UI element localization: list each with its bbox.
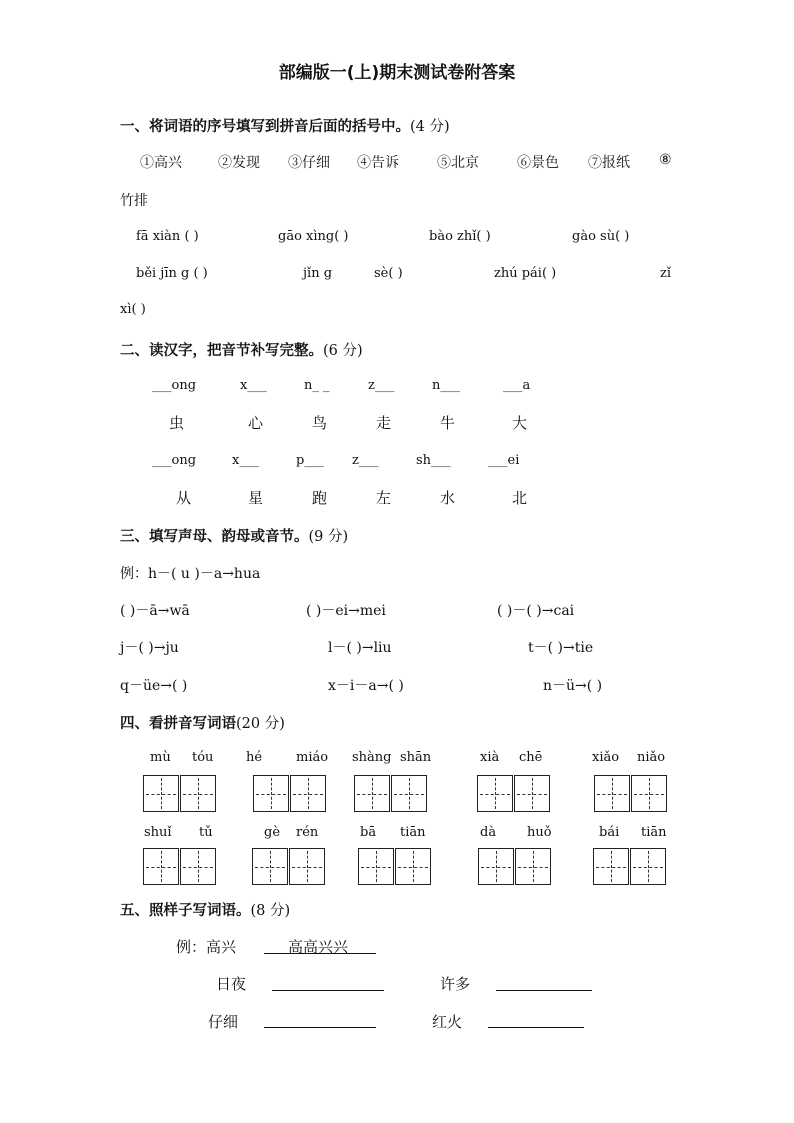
pinyin: gè <box>264 825 281 840</box>
writing-box[interactable] <box>180 848 216 885</box>
section-1-heading <box>120 115 450 136</box>
pinyin-blank: gào sù( ) <box>572 229 630 244</box>
syllable-blank: ___ong <box>152 378 197 393</box>
syllable-blank: ___a <box>503 378 531 393</box>
pinyin-blank: gāo xìng( ) <box>278 229 349 244</box>
example-label: 例：高兴 <box>176 938 237 956</box>
syllable-blank: x___ <box>240 378 267 393</box>
word-option: ①高兴 <box>140 155 182 171</box>
fill-item: ( )－( )→cai <box>497 603 575 619</box>
writing-box[interactable] <box>358 848 394 885</box>
hanzi: 北 <box>512 489 528 507</box>
writing-box[interactable] <box>289 848 325 885</box>
pinyin: tóu <box>192 750 214 765</box>
syllable-blank: p___ <box>296 453 324 468</box>
pinyin: bā <box>360 825 377 840</box>
section-5-heading <box>120 899 290 920</box>
fill-item: t－( )→tie <box>528 640 594 656</box>
writing-box[interactable] <box>594 775 630 812</box>
fill-item: j－( )→ju <box>120 640 179 656</box>
writing-box[interactable] <box>290 775 326 812</box>
word-prompt: 日夜 <box>216 975 247 993</box>
word-option: ②发现 <box>218 155 260 171</box>
writing-box[interactable] <box>252 848 288 885</box>
syllable-blank: z___ <box>352 453 379 468</box>
answer-line[interactable] <box>496 990 592 991</box>
writing-box[interactable] <box>395 848 431 885</box>
pinyin-blank: bào zhǐ( ) <box>429 229 491 244</box>
pinyin: rén <box>296 825 319 840</box>
pinyin: hé <box>246 750 263 765</box>
hanzi: 虫 <box>169 414 185 432</box>
answer-line[interactable] <box>272 990 384 991</box>
word-option: ③仔细 <box>288 155 330 171</box>
pinyin: huǒ <box>527 825 552 840</box>
section-4-points: (20 分) <box>236 716 285 732</box>
section-2-points: (6 分) <box>323 343 363 359</box>
pinyin: chē <box>519 750 543 765</box>
word-prompt: 红火 <box>432 1013 463 1031</box>
syllable-blank: ___ei <box>488 453 520 468</box>
section-5-points: (8 分) <box>250 903 291 919</box>
example-underline <box>264 953 376 954</box>
writing-box[interactable] <box>354 775 390 812</box>
section-3-heading <box>120 525 348 546</box>
pinyin: xià <box>480 750 500 765</box>
hanzi: 鸟 <box>312 414 328 432</box>
example-answer: 高高兴兴 <box>288 938 349 956</box>
syllable-blank: x___ <box>232 453 259 468</box>
section-4-heading <box>120 712 285 733</box>
syllable-blank: n_ _ <box>304 378 330 393</box>
pinyin: tiān <box>641 825 667 840</box>
pinyin-blank: zhú pái( ) <box>494 266 557 281</box>
pinyin-blank: xì( ) <box>120 302 146 317</box>
word-option: ⑦报纸 <box>588 155 630 171</box>
section-1-title: 一、将词语的序号填写到拼音后面的括号中。 <box>120 119 410 135</box>
word-option: ④告诉 <box>357 155 399 171</box>
writing-box[interactable] <box>477 775 513 812</box>
section-2-heading <box>120 339 363 360</box>
word-prompt: 仔细 <box>208 1013 239 1031</box>
fill-item: l－( )→liu <box>328 640 392 656</box>
syllable-blank: n___ <box>432 378 460 393</box>
writing-box[interactable] <box>143 848 179 885</box>
word-option: ⑧ <box>659 152 672 168</box>
section-2-title: 二、读汉字，把音节补写完整。 <box>120 343 323 359</box>
section-1-points: (4 分) <box>410 119 450 135</box>
fill-item: q－üe→( ) <box>120 678 188 694</box>
pinyin: shàng <box>352 750 392 765</box>
fill-item: n－ü→( ) <box>543 678 603 694</box>
word-option-wrap: 竹排 <box>120 193 148 209</box>
word-option: ⑥景色 <box>517 155 559 171</box>
pinyin: shuǐ <box>144 825 172 840</box>
section-3-title: 三、填写声母、韵母或音节。 <box>120 529 309 545</box>
writing-box[interactable] <box>593 848 629 885</box>
word-option: ⑤北京 <box>437 155 479 171</box>
answer-line[interactable] <box>488 1027 584 1028</box>
writing-box[interactable] <box>631 775 667 812</box>
hanzi: 跑 <box>312 489 328 507</box>
writing-box[interactable] <box>143 775 179 812</box>
writing-box[interactable] <box>180 775 216 812</box>
section-3-points: (9 分) <box>308 529 349 545</box>
writing-box[interactable] <box>630 848 666 885</box>
pinyin: niǎo <box>637 750 666 765</box>
writing-box[interactable] <box>253 775 289 812</box>
fill-item: ( )－ei→mei <box>306 603 386 619</box>
hanzi: 从 <box>176 489 192 507</box>
writing-box[interactable] <box>514 775 550 812</box>
pinyin: bái <box>599 825 620 840</box>
syllable-blank: ___ong <box>152 453 197 468</box>
pinyin-blank: zǐ <box>660 266 672 281</box>
section-5-title: 五、照样子写词语。 <box>120 903 251 919</box>
word-prompt: 许多 <box>440 975 471 993</box>
pinyin: mù <box>150 750 171 765</box>
pinyin-blank: fā xiàn ( ) <box>136 229 199 244</box>
page-title: 部编版一(上)期末测试卷附答案 <box>278 63 516 83</box>
pinyin: miáo <box>296 750 329 765</box>
hanzi: 水 <box>440 489 456 507</box>
pinyin-blank: běi jīn g ( ) <box>136 266 208 281</box>
section-4-title: 四、看拼音写词语 <box>120 716 236 732</box>
pinyin: tǔ <box>199 825 213 840</box>
hanzi: 左 <box>376 489 392 507</box>
answer-line[interactable] <box>264 1027 376 1028</box>
pinyin-blank: jǐn g <box>303 266 333 281</box>
hanzi: 星 <box>248 489 264 507</box>
pinyin: dà <box>480 825 497 840</box>
example-line: 例：h－( u )－a→hua <box>120 566 261 582</box>
writing-box[interactable] <box>478 848 514 885</box>
pinyin: shān <box>400 750 432 765</box>
fill-item: ( )－ā→wā <box>120 603 190 619</box>
writing-box[interactable] <box>391 775 427 812</box>
pinyin-blank: sè( ) <box>374 266 403 281</box>
syllable-blank: sh___ <box>416 453 451 468</box>
writing-box[interactable] <box>515 848 551 885</box>
hanzi: 心 <box>248 414 264 432</box>
fill-item: x－i－a→( ) <box>328 678 404 694</box>
hanzi: 走 <box>376 414 392 432</box>
pinyin: tiān <box>400 825 426 840</box>
syllable-blank: z___ <box>368 378 395 393</box>
hanzi: 大 <box>512 414 528 432</box>
pinyin: xiǎo <box>592 750 620 765</box>
hanzi: 牛 <box>440 414 456 432</box>
